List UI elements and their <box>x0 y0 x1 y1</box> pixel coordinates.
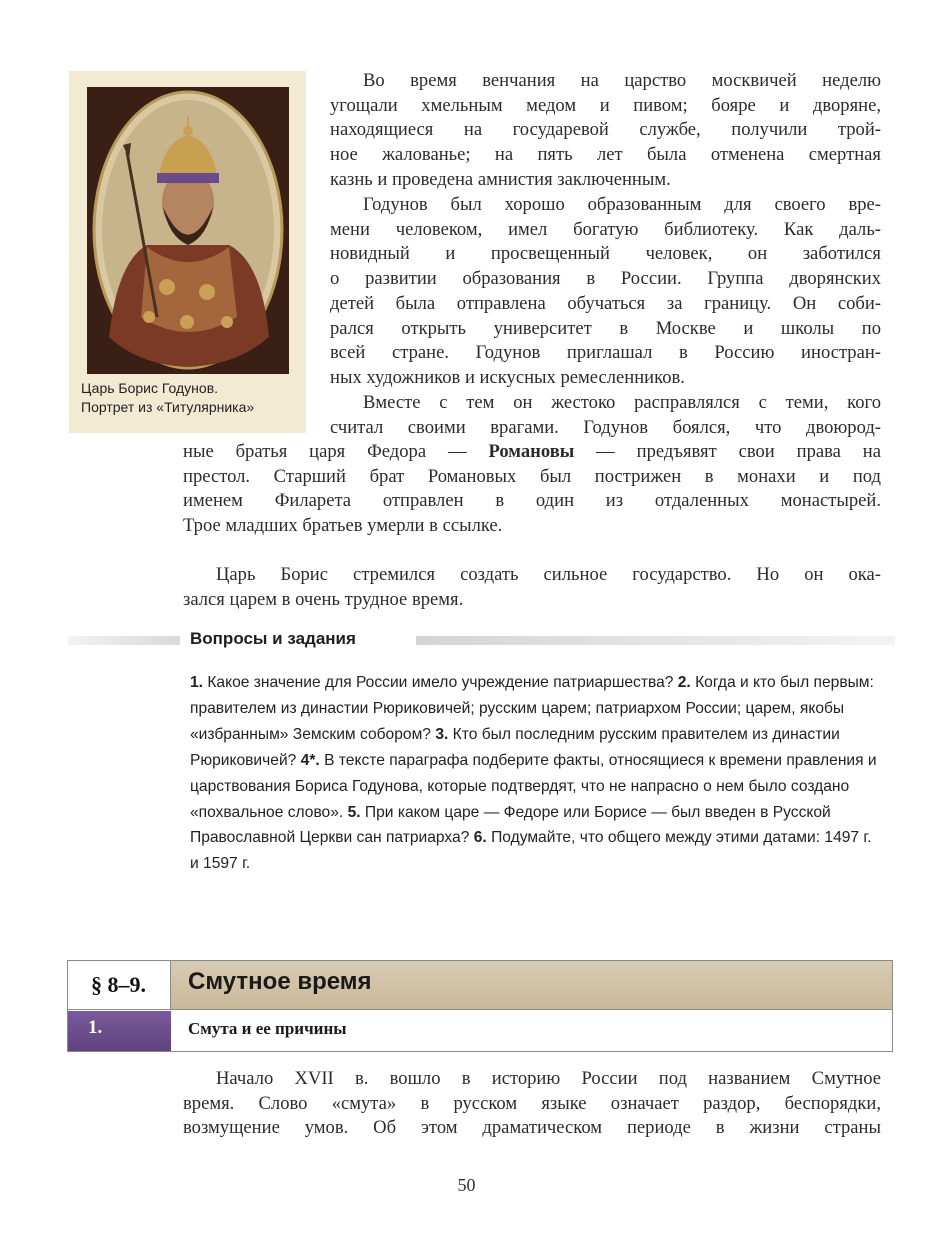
romanovs-term: Романовы <box>488 441 575 462</box>
heading-rule-right <box>416 636 895 645</box>
text-line: рался открыть университет в Москве и школы по <box>330 317 881 339</box>
subsection-title: Смута и ее причины <box>188 1019 347 1038</box>
text-line: находящиеся на государевой службе, получили трой- <box>330 119 881 141</box>
paragraph-state <box>183 563 881 612</box>
question-number: 6. <box>473 829 487 847</box>
text-line: угощали хмельным медом и пивом; бояре и дворяне, <box>330 94 881 116</box>
text-line: Трое младших братьев умерли в ссылке. <box>183 515 503 537</box>
questions-heading: Вопросы и задания <box>190 629 356 648</box>
paragraph-education <box>330 193 881 391</box>
text-line: казнь и проведена амнистия заключенным. <box>330 168 671 190</box>
questions-text <box>190 670 882 877</box>
figure-caption <box>81 379 301 417</box>
question-text: При каком царе — Федоре или Борисе — был введен в Русской Православной Церкви сан патриарха? <box>190 803 831 847</box>
question-text: Кто был последним русским правителем из династии Рюриковичей? <box>190 725 840 769</box>
page-number: 50 <box>457 1175 476 1195</box>
caption-line: Портрет из «Титулярника» <box>81 399 255 415</box>
question-text: Какое значение для России имело учреждение патриаршества? <box>203 674 678 691</box>
question-text: Подумайте, что общего между этими датами: 1497 г. и 1597 г. <box>190 829 872 873</box>
boris-godunov-portrait <box>87 87 289 374</box>
heading-rule-left <box>68 636 180 645</box>
text-line: новидный и просвещенный человек, он заботился <box>330 243 881 265</box>
question-number: 2. <box>677 674 691 691</box>
text-line: мени человеком, имел богатую библиотеку. Как даль- <box>330 218 881 240</box>
question-number: 4*. <box>300 751 320 769</box>
question-text: Когда и кто был первым: правителем из династии Рюриковичей; русским царем; патриархом России; царем, якобы «избранным» Земским собором? <box>190 674 874 743</box>
question-number: 3. <box>435 725 449 743</box>
section-title: Смутное время <box>188 968 372 995</box>
text-line: время. Слово «смута» в русском языке означает раздор, беспорядки, <box>183 1092 881 1114</box>
text-line: всей стране. Годунов приглашал в Россию иностран- <box>330 342 881 364</box>
text-line: Во время венчания на царство москвичей неделю <box>363 70 881 91</box>
subsection-number: 1. <box>68 1011 171 1051</box>
text-line: Годунов был хорошо образованным для своего вре- <box>363 194 881 215</box>
portrait-figure <box>69 71 306 433</box>
text-line: ное жалованье; на пять лет была отменена смертная <box>330 144 881 166</box>
text-line: детей была отправлена обучаться за границу. Он соби- <box>330 292 881 314</box>
caption-line: Царь Борис Годунов. <box>81 380 219 396</box>
text-segment: — предъявят свои права на <box>574 441 882 462</box>
paragraph-troubles <box>183 1067 881 1141</box>
text-line: Вместе с тем он жестоко расправлялся с теми, кого <box>363 392 881 413</box>
text-line: Царь Борис стремился создать сильное государство. Но он ока- <box>216 564 881 585</box>
paragraph-enemies-b <box>183 440 881 539</box>
question-number: 5. <box>347 803 361 821</box>
text-line: ных художников и искусных ремесленников. <box>330 366 685 388</box>
text-line: возмущение умов. Об этом драматическом периоде в жизни страны <box>183 1117 881 1139</box>
paragraph-coronation <box>330 69 881 193</box>
text-line: считал своими врагами. Годунов боялся, что двоюрод- <box>330 416 881 438</box>
paragraph-enemies-a <box>330 391 881 440</box>
text-line <box>183 440 881 465</box>
question-number: 1. <box>190 674 204 691</box>
text-line: престол. Старший брат Романовых был пострижен в монахи и под <box>183 465 881 487</box>
text-line: именем Филарета отправлен в один из отдаленных монастырей. <box>183 490 881 512</box>
text-line: зался царем в очень трудное время. <box>183 588 464 610</box>
section-number: § 8–9. <box>67 960 171 1010</box>
text-line: Начало XVII в. вошло в историю России под названием Смутное <box>216 1068 881 1089</box>
question-text: В тексте параграфа подберите факты, относящиеся к времени правления и царствования Бориса Годунова, которые подтвердят, что не напрасно о нем было создано «похвальное слово». <box>190 751 877 821</box>
text-segment: ные братья царя Федора — <box>183 441 489 462</box>
text-line: о развитии образования в России. Группа дворянских <box>330 268 881 290</box>
